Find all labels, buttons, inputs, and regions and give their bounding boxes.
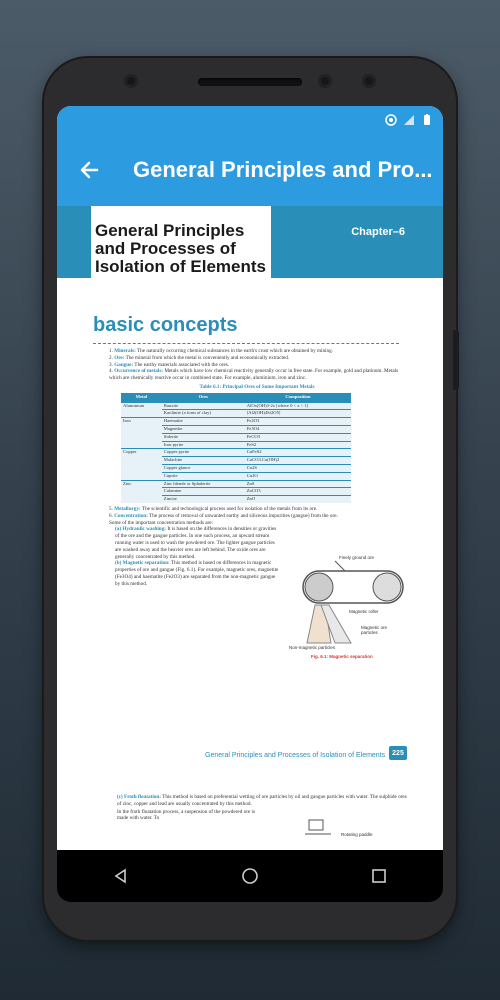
page-footer: General Principles and Processes of Isolation of Elements [205, 752, 386, 759]
table-header: Ores [162, 393, 245, 402]
screen [57, 106, 443, 850]
table-row [121, 472, 351, 480]
pdf-page[interactable] [57, 206, 443, 850]
table-row [121, 418, 351, 426]
paddle-diagram [303, 818, 333, 838]
magnetic-separation-figure [285, 553, 409, 663]
table-row [121, 402, 351, 410]
table-cell [121, 496, 162, 503]
chapter-banner [57, 206, 443, 278]
froth-text [117, 794, 407, 822]
table-cell [121, 488, 162, 496]
table-row [121, 457, 351, 465]
table-cell: [Al2(OH)4Si2O5] [245, 410, 351, 418]
signal-icon [403, 114, 415, 126]
table-cell: Cuprite [162, 472, 245, 480]
list-item: 4. Occurrence of metals: Metals which have low chemical reactivity generally occur in free state. For example, gold and platinum. Metals which are chemically reactive occur in combined state. For example, aluminium, iron and zinc. [109, 368, 399, 382]
proximity-sensor-icon [362, 74, 376, 88]
fig-label: Magnetic ore particles [361, 625, 388, 635]
table-cell: Zinc [121, 480, 162, 488]
table-cell [121, 457, 162, 465]
method-a: (a) Hydraulic washing: It is based on the differences in densities or gravities of the ore and the gangue particles. In one such process, an upward stream running water is used to wash the powdered ore. The lighter gangue particles are washed away and the heavier ores are left behind. The oxide ores are generally concentrated by this method. [115, 526, 277, 560]
table-cell [121, 425, 162, 433]
table-header: Metal [121, 393, 162, 402]
page-title: General Principles and Pro... [133, 157, 433, 182]
table-cell: ZnO [245, 496, 351, 503]
front-sensor-icon [124, 74, 138, 88]
table-header: Composition [245, 393, 351, 402]
table-cell: ZnS [245, 480, 351, 488]
volume-button [453, 330, 459, 390]
basic-concepts-heading: basic concepts [93, 314, 238, 336]
ores-table [121, 393, 351, 503]
froth-text-2: In the froth floatation process, a suspension of the powdered ore is made with water. To [117, 808, 256, 822]
app-bar [57, 134, 443, 206]
chapter-title: General Principles and Processes of Isolation of Elements [95, 221, 266, 276]
table-cell [121, 464, 162, 472]
table-cell [121, 433, 162, 441]
status-bar [57, 106, 443, 134]
table-cell: Calamine [162, 488, 245, 496]
table-cell: ZnCO3 [245, 488, 351, 496]
back-nav-button[interactable] [101, 856, 141, 896]
table-row [121, 425, 351, 433]
navigation-bar [57, 850, 443, 902]
table-cell [121, 441, 162, 449]
table-cell: FeCO3 [245, 433, 351, 441]
table-row [121, 488, 351, 496]
table-cell: Copper pyrite [162, 449, 245, 457]
list-item: 5. Metallurgy: The scientific and technological process used for isolation of the metals from its ore. [109, 505, 318, 512]
list-item: 1. Minerals: The naturally occurring chemical substances in the earth's crust which are obtained by mining. [109, 348, 333, 354]
fig-label: Non-magnetic particles [289, 645, 336, 650]
circle-home-icon [241, 867, 259, 885]
method-b: (b) Magnetic separation: This method is based on differences in magnetic properties of ore and gangue (Fig. 6.1). For example, magnetic ores, magnetite (Fe3O4) and haematite (Fe2O3) are separated from the non-magnetic gangue by this method. [115, 560, 279, 587]
fig-caption: Fig. 6.1: Magnetic separation [311, 654, 373, 659]
concepts-text [109, 348, 405, 588]
table-cell: Aluminium [121, 402, 162, 410]
table-cell: CuFeS2 [245, 449, 351, 457]
table-cell [121, 410, 162, 418]
table-cell: CuCO3.Cu(OH)2 [245, 457, 351, 465]
table-cell: Zincite [162, 496, 245, 503]
list-item: 6. Concentration: The process of removal of unwanted earthy and siliceous impurities (gangue) from the ore. [109, 512, 338, 519]
triangle-back-icon [113, 868, 129, 884]
table-cell: Kaolinite (a form of clay) [162, 410, 245, 418]
table-row [121, 410, 351, 418]
list-item: 2. Ore: The mineral from which the metal is conveniently and economically extracted. [109, 354, 290, 361]
table-cell: Malachite [162, 457, 245, 465]
table-title: Table 6.1: Principal Ores of Some Important Metals [199, 383, 315, 390]
table-row [121, 496, 351, 503]
table-cell: Fe2O3 [245, 418, 351, 426]
table-cell: Siderite [162, 433, 245, 441]
table-cell: Iron pyrite [162, 441, 245, 449]
table-cell: Bauxite [162, 402, 245, 410]
table-cell: Fe3O4 [245, 425, 351, 433]
table-row [121, 433, 351, 441]
table-cell: Zinc blende or Sphalerite [162, 480, 245, 488]
earpiece-speaker [198, 78, 302, 86]
table-cell: Copper glance [162, 464, 245, 472]
chapter-label: Chapter–6 [351, 226, 405, 238]
list-item: 3. Gangue: The earthy materials associated with the ores. [109, 361, 230, 368]
divider [93, 343, 399, 344]
table-cell: Haematite [162, 418, 245, 426]
fig-label: Magnetic roller [349, 609, 379, 614]
table-cell [121, 472, 162, 480]
fig-label: Rotating paddle [341, 832, 373, 837]
table-cell: Cu2O [245, 472, 351, 480]
fig-label: Finely ground ore [339, 555, 375, 560]
front-camera-icon [318, 74, 332, 88]
page-number: 225 [389, 746, 407, 760]
table-cell: Magnetite [162, 425, 245, 433]
battery-icon [421, 114, 433, 126]
table-cell: AlOx(OH)3-2x [where 0 < x < 1] [245, 402, 351, 410]
table-row [121, 480, 351, 488]
methods-intro: Some of the important concentration methods are: [109, 519, 214, 526]
table-cell: Copper [121, 449, 162, 457]
back-button[interactable] [57, 134, 121, 206]
wifi-icon [385, 114, 397, 126]
table-cell: FeS2 [245, 441, 351, 449]
square-recents-icon [371, 868, 387, 884]
table-cell: Cu2S [245, 464, 351, 472]
table-cell: Iron [121, 418, 162, 426]
recents-nav-button[interactable] [359, 856, 399, 896]
method-c: (c) Froth floatation: This method is based on preferential wetting of ore particles by oil and gangue particles with water. The sulphide ores of zinc, copper and lead are usually concentrated by this method. [117, 794, 407, 807]
table-row [121, 449, 351, 457]
arrow-left-icon [79, 160, 99, 180]
home-nav-button[interactable] [230, 856, 270, 896]
table-row [121, 464, 351, 472]
table-row [121, 441, 351, 449]
